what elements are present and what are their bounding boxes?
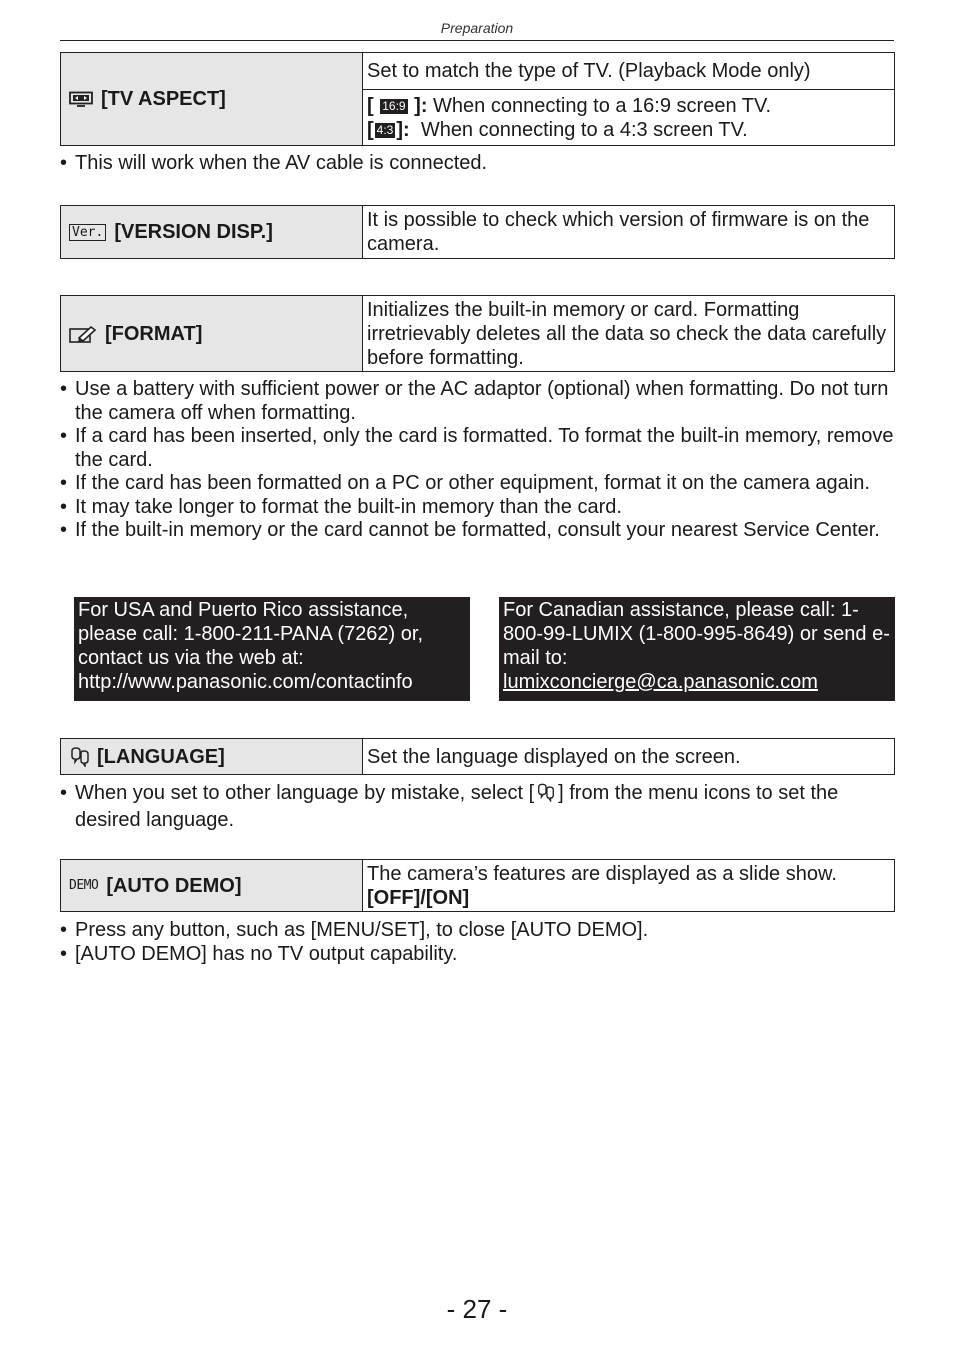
list-item: • Press any button, such as [MENU/SET], to close [AUTO DEMO]. [60,919,894,943]
auto-demo-desc: The camera’s features are displayed as a slide show. [367,862,837,885]
tv-aspect-icon [69,91,93,107]
version-desc: It is possible to check which version of firmware is on the camera. [363,206,895,259]
page-number: - 27 - [446,1294,508,1324]
list-item: • If the built-in memory or the card cannot be formatted, consult your nearest Service Center. [60,519,894,543]
list-item: • It may take longer to format the built-in memory than the card. [60,496,894,520]
usa-assistance-box [74,597,470,701]
version-icon: Ver. [69,224,106,241]
list-item: • Use a battery with sufficient power or the AC adaptor (optional) when formatting. Do not turn the camera off when formatting. [60,378,894,425]
list-item: • If a card has been inserted, only the card is formatted. To format the built-in memory, remove the card. [60,425,894,472]
canada-assistance-text: For Canadian assistance, please call: 1-800-99-LUMIX (1-800-995-8649) or send e-mail to: [503,599,890,669]
format-table [60,295,895,372]
language-icon [69,747,91,767]
language-desc: Set the language displayed on the screen. [363,739,895,775]
format-desc: Initializes the built-in memory or card. Formatting irretrievably deletes all the data so check the data carefully before formatting. [363,296,895,372]
language-icon [536,783,556,809]
language-table [60,738,895,775]
aspect-16-9-text: When connecting to a 16:9 screen TV. [433,94,772,117]
language-notes [60,782,894,832]
page-header: Preparation [60,20,894,41]
tv-aspect-options: [ 16:9 ]: When connecting to a 16:9 screen TV. [ 4:3 ]: When connecting to a 4:3 screen TV. [363,90,895,146]
list-item: • [AUTO DEMO] has no TV output capability. [60,943,894,967]
canada-email-link[interactable]: lumixconcierge@ca.panasonic.com [503,671,818,693]
format-icon [69,324,97,344]
format-section [60,295,894,372]
version-label-cell [61,206,363,259]
version-label: [VERSION DISP.] [114,221,273,243]
tv-aspect-table [60,52,895,146]
format-label: [FORMAT] [105,322,203,345]
tv-aspect-label: [TV ASPECT] [101,88,226,110]
tv-aspect-label-cell [61,53,363,146]
tv-aspect-notes [60,152,894,176]
language-note-after: ] from the menu icons to set the desired language. [75,782,839,831]
demo-icon: DEMO [69,877,99,893]
auto-demo-table [60,859,895,912]
aspect-4-3-badge: 4:3 [376,122,394,137]
format-label-cell [61,296,363,372]
aspect-4-3-text: When connecting to a 4:3 screen TV. [420,118,748,141]
language-note-before: When you set to other language by mistake, select [ [75,782,535,804]
language-label: [LANGUAGE] [97,745,225,768]
list-item [60,782,894,832]
tv-aspect-desc: Set to match the type of TV. (Playback Mode only) [363,53,895,90]
version-section [60,205,894,259]
auto-demo-desc-cell [363,860,895,912]
tv-aspect-section [60,52,894,146]
auto-demo-label: [AUTO DEMO] [106,874,242,897]
language-label-cell [61,739,363,775]
list-item: • This will work when the AV cable is connected. [60,152,894,176]
usa-assistance-text: For USA and Puerto Rico assistance, please call: 1-800-211-PANA (7262) or, contact us via the web at: http://www.panasonic.com/contactinfo [78,599,424,693]
aspect-16-9-badge: 16:9 [382,98,406,113]
auto-demo-notes [60,919,894,966]
auto-demo-label-cell [61,860,363,912]
list-item: • If the card has been formatted on a PC or other equipment, format it on the camera again. [60,472,894,496]
auto-demo-section [60,859,894,912]
version-table [60,205,895,259]
format-notes [60,378,894,543]
language-section [60,738,894,775]
canada-assistance-box [499,597,895,701]
auto-demo-options: [OFF]/[ON] [367,886,470,909]
